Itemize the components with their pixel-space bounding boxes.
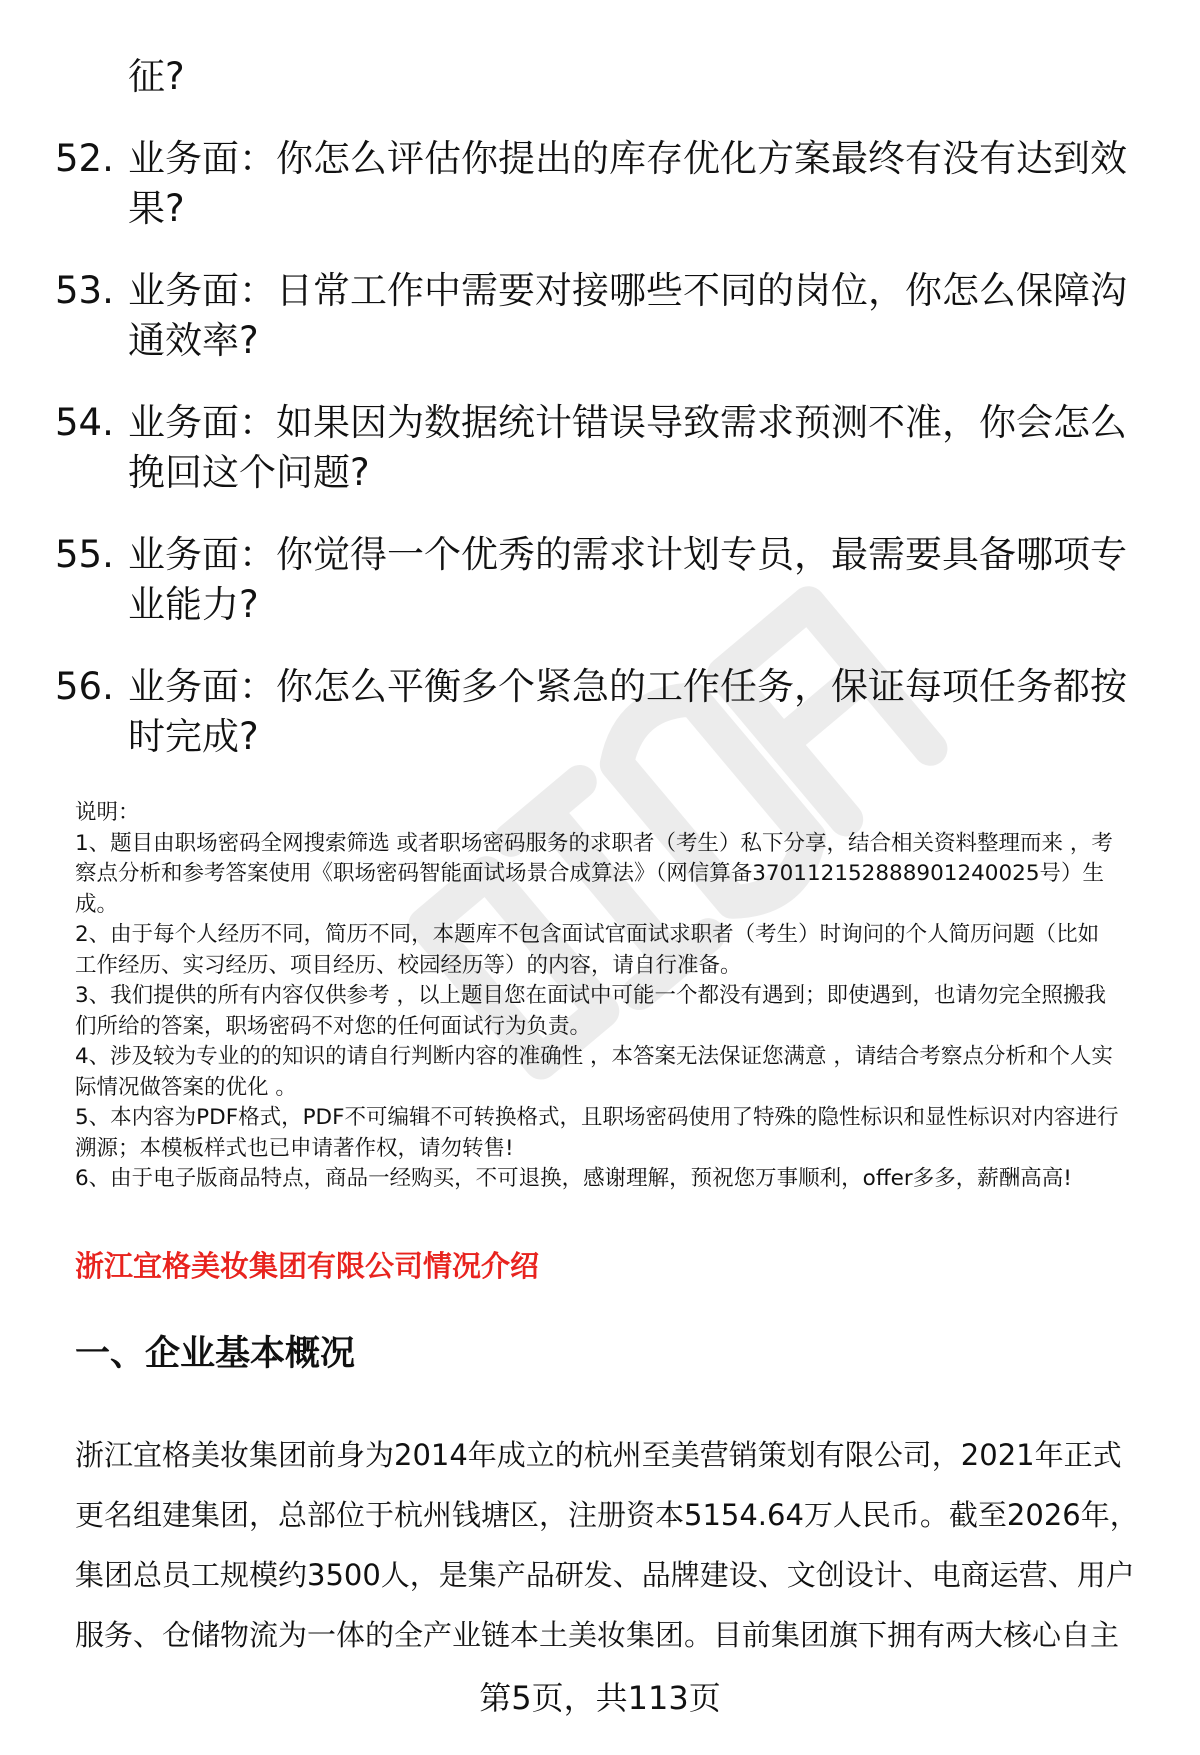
paragraph-line: 服务、仓储物流为一体的全产业链本土美妆集团。目前集团旗下拥有两大核心自主 — [75, 1618, 1120, 1652]
note-line: 溯源；本模板样式也已申请著作权，请勿转售! — [75, 1135, 514, 1161]
note-line: 成。 — [75, 891, 119, 917]
question-number: 54. — [55, 401, 114, 444]
question-text: 业务面：日常工作中需要对接哪些不同的岗位，你怎么保障沟通效率? — [128, 269, 1127, 362]
question-number: 53. — [55, 269, 114, 312]
company-intro-title: 浙江宜格美妆集团有限公司情况介绍 — [75, 1249, 540, 1283]
note-line: 工作经历、实习经历、项目经历、校园经历等）的内容，请自行准备。 — [75, 952, 742, 978]
note-line: 6、由于电子版商品特点，商品一经购买，不可退换，感谢理解，预祝您万事顺利，offer多多，薪酬高高! — [75, 1166, 1072, 1191]
question-number: 52. — [55, 137, 114, 180]
paragraph-line: 更名组建集团，总部位于杭州钱塘区，注册资本5154.64万人民币。截至2026年， — [75, 1498, 1139, 1532]
note-line: 际情况做答案的优化 。 — [75, 1074, 297, 1100]
question-item — [55, 398, 1155, 498]
paragraph-line: 集团总员工规模约3500人，是集产品研发、品牌建设、文创设计、电商运营、用户 — [75, 1558, 1135, 1592]
note-line: 们所给的答案，职场密码不对您的任何面试行为负责。 — [75, 1013, 592, 1039]
question-item — [55, 530, 1155, 630]
note-line: 察点分析和参考答案使用《职场密码智能面试场景合成算法》（网信算备370112152888901240025号）生 — [75, 861, 1105, 886]
note-line: 5、本内容为PDF格式，PDF不可编辑不可转换格式，且职场密码使用了特殊的隐性标识和显性标识对内容进行 — [75, 1105, 1119, 1130]
company-overview-paragraph — [75, 1425, 1165, 1665]
question-item — [55, 134, 1155, 234]
question-text: 业务面：你觉得一个优秀的需求计划专员，最需要具备哪项专业能力? — [128, 533, 1127, 626]
question-continuation: 征? — [128, 55, 185, 98]
question-text: 业务面：你怎么平衡多个紧急的工作任务，保证每项任务都按时完成? — [128, 665, 1127, 758]
notes-section — [75, 798, 1160, 1195]
note-line: 4、涉及较为专业的的知识的请自行判断内容的准确性 ，本答案无法保证您满意 ，请结合考察点分析和个人实 — [75, 1044, 1113, 1069]
question-text: 业务面：如果因为数据统计错误导致需求预测不准，你会怎么挽回这个问题? — [128, 401, 1127, 494]
question-text: 业务面：你怎么评估你提出的库存优化方案最终有没有达到效果? — [128, 137, 1127, 230]
note-line: 2、由于每个人经历不同，简历不同，本题库不包含面试官面试求职者（考生）时询问的个人简历问题（比如 — [75, 922, 1100, 947]
question-number: 55. — [55, 533, 114, 576]
question-list — [55, 52, 1155, 762]
question-number: 56. — [55, 665, 114, 708]
question-item — [55, 662, 1155, 762]
paragraph-line: 浙江宜格美妆集团前身为2014年成立的杭州至美营销策划有限公司，2021年正式 — [75, 1438, 1122, 1472]
section-heading: 一、企业基本概况 — [75, 1334, 356, 1374]
note-line: 1、题目由职场密码全网搜索筛选 或者职场密码服务的求职者（考生）私下分享，结合相关资料整理而来 ，考 — [75, 830, 1113, 856]
page-number-footer: 第5页，共113页 — [479, 1679, 721, 1717]
question-item — [55, 266, 1155, 366]
note-line: 3、我们提供的所有内容仅供参考 ，以上题目您在面试中可能一个都没有遇到；即使遇到，也请勿完全照搬我 — [75, 983, 1107, 1008]
notes-heading: 说明： — [75, 800, 140, 825]
